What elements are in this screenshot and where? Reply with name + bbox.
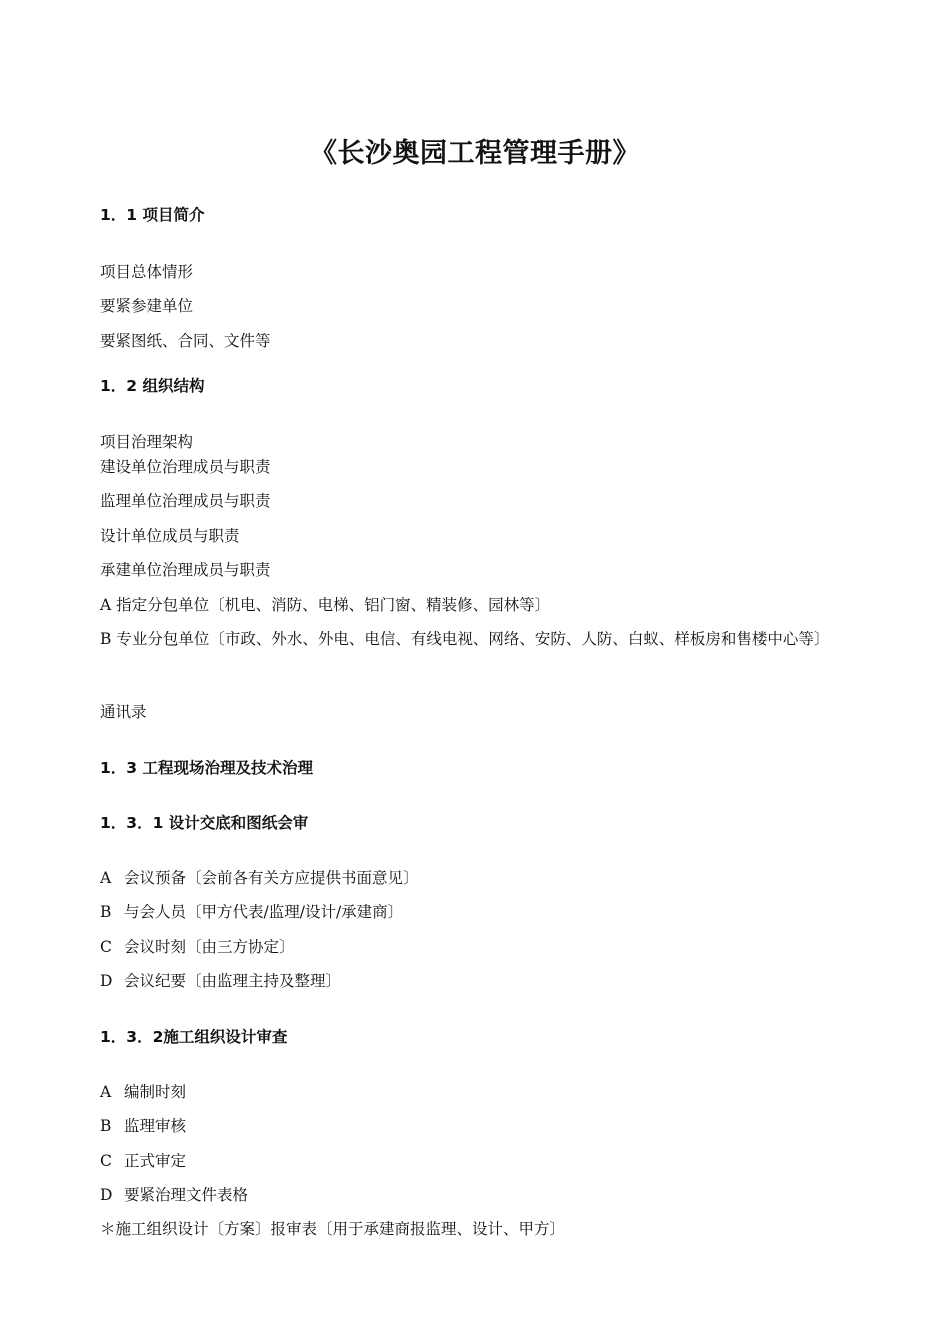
item-letter: C <box>100 1152 112 1170</box>
item-letter: B <box>100 1117 112 1135</box>
document-title: 《长沙奥园工程管理手册》 <box>310 138 640 169</box>
item-letter: D <box>100 972 113 990</box>
item-letter: A <box>100 869 112 887</box>
item-text: 与会人员〔甲方代表/监理/设计/承建商〕 <box>124 903 404 921</box>
section-1-1-heading: 1．1 项目简介 <box>100 206 205 224</box>
list-item: 设计单位成员与职责 <box>100 527 240 545</box>
item-text: 编制时刻 <box>124 1083 187 1101</box>
list-item: 建设单位治理成员与职责 <box>100 458 271 476</box>
section-1-3-1-heading: 1．3．1 设计交底和图纸会审 <box>100 814 309 832</box>
list-item <box>100 867 419 889</box>
section-1-2-heading: 1．2 组织结构 <box>100 377 205 395</box>
list-item <box>100 970 341 992</box>
list-item: A 指定分包单位〔机电、消防、电梯、铝门窗、精装修、园林等〕 <box>100 596 551 614</box>
list-item <box>100 936 295 958</box>
list-item <box>100 1081 186 1103</box>
list-item: 通讯录 <box>100 703 147 721</box>
list-item: 监理单位治理成员与职责 <box>100 492 271 510</box>
list-item: 项目治理架构 <box>100 433 194 451</box>
item-letter: C <box>100 938 112 956</box>
list-item <box>100 1150 186 1172</box>
item-text: 监理审核 <box>124 1117 187 1135</box>
section-1-3-2-heading: 1．3．2施工组织设计审查 <box>100 1028 288 1046</box>
list-item: 项目总体情形 <box>100 263 194 281</box>
item-letter: B <box>100 903 112 921</box>
list-item: B 专业分包单位〔市政、外水、外电、电信、有线电视、网络、安防、人防、白蚁、样板房和售楼中心等〕 <box>100 630 830 648</box>
item-letter: D <box>100 1186 113 1204</box>
list-item <box>100 1184 248 1206</box>
section-1-3-heading: 1．3 工程现场治理及技术治理 <box>100 759 313 777</box>
item-text: 正式审定 <box>124 1152 187 1170</box>
list-item <box>100 1115 186 1137</box>
list-item <box>100 901 403 923</box>
list-item: 承建单位治理成员与职责 <box>100 561 271 579</box>
item-text: 会议时刻〔由三方协定〕 <box>124 938 295 956</box>
item-letter: A <box>100 1083 112 1101</box>
item-text: 要紧治理文件表格 <box>124 1186 249 1204</box>
list-item: 要紧图纸、合同、文件等 <box>100 332 271 350</box>
list-item: 要紧参建单位 <box>100 297 194 315</box>
note-text: ＊施工组织设计〔方案〕报审表〔用于承建商报监理、设计、甲方〕 <box>100 1220 566 1238</box>
item-text: 会议纪要〔由监理主持及整理〕 <box>124 972 342 990</box>
item-text: 会议预备〔会前各有关方应提供书面意见〕 <box>124 869 419 887</box>
